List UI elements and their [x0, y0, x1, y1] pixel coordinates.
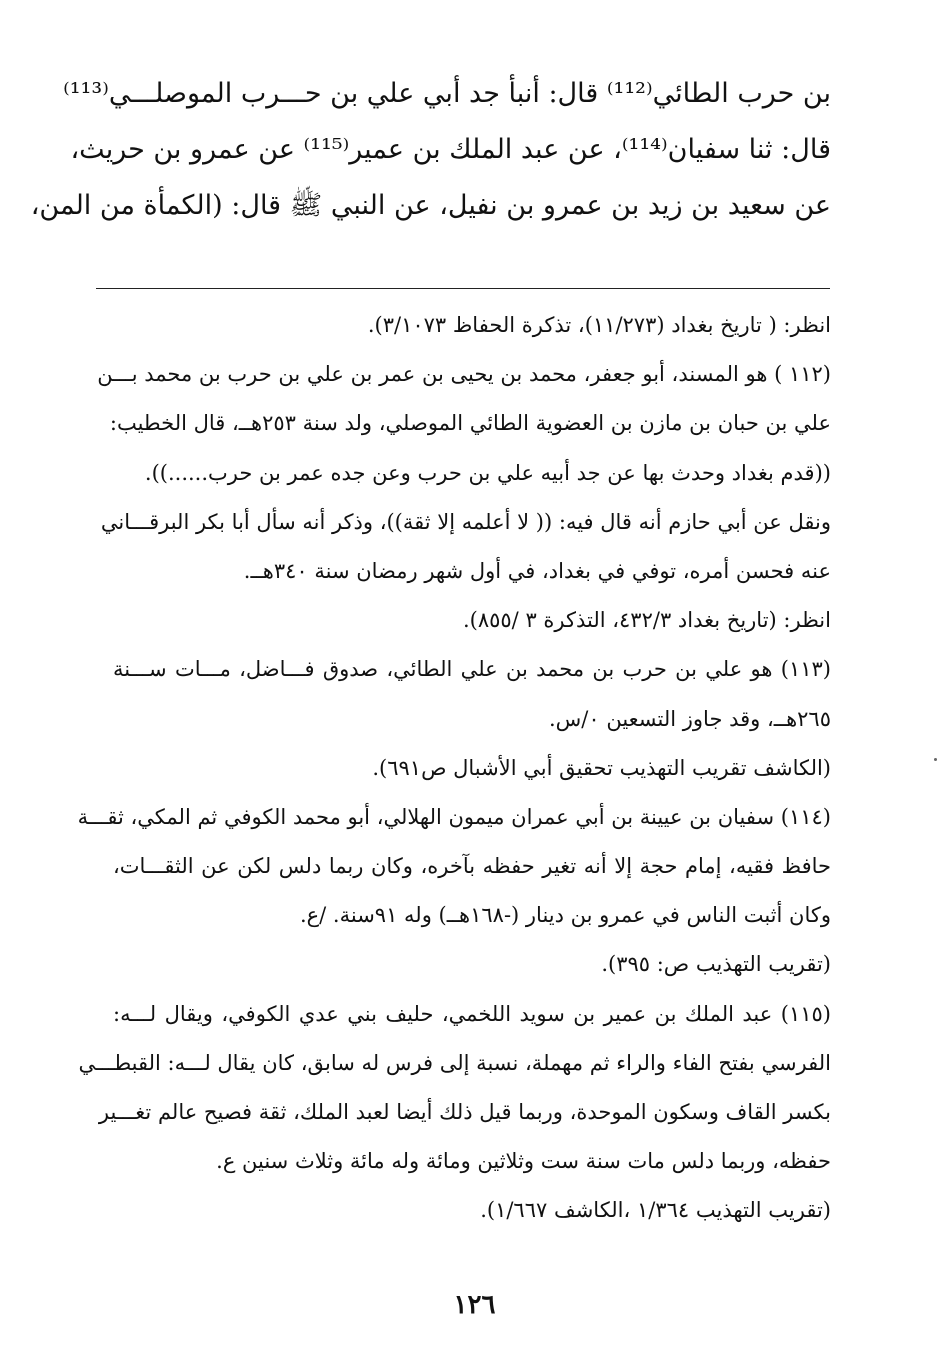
footnote-line: (١١٣) هو علي بن حرب بن محمد بن علي الطائي، صدوق فـــاضل، مـــات ســـنة [113, 657, 831, 682]
footnote-line: علي بن حبان بن مازن بن العضوية الطائي الموصلي، ولد سنة ٢٥٣هــ، قال الخطيب: [109, 411, 831, 436]
footnote-line: عنه فحسن أمره، توفي في بغداد، في أول شهر رمضان سنة ٣٤٠هــ. [243, 558, 831, 583]
footnote-line: انظر: ( تاريخ بغداد (١١/٢٧٣)، تذكرة الحفاظ ٣/١٠٧٣). [367, 313, 831, 337]
footnote-line: (١١٤) سفيان بن عيينة بن أبي عمران ميمون الهلالي، أبو محمد الكوفي ثم المكي، ثقـــة [77, 804, 831, 829]
footnote-line: ٢٦٥هــ، وقد جاوز التسعين ٠/س. [549, 706, 831, 731]
footnote-line: الفرسي بفتح الفاء والراء ثم مهملة، نسبة إلى فرس له سابق، كان يقال لـــه: القبطـــي [78, 1050, 831, 1075]
footnote-line: ونقل عن أبي حازم أنه قال فيه: (( لا أعلمه إلا ثقة))، وذكر أنه سأل أبا بكر البرقـــاني [100, 509, 831, 534]
footnote-line: حفظه، وربما دلس مات سنة ست وثلاثين ومائة وله مائة وثلاث سنين ع. [216, 1149, 831, 1174]
footnote-line: حافظ فقيه، إمام حجة إلا أنه تغير حفظه بآخره، وكان ربما دلس لكن عن الثقـــات، [113, 854, 831, 879]
footnote-line: (تقريب التهذيب ص: ٣٩٥). [601, 952, 831, 977]
page-number: ١٢٦ [453, 1290, 496, 1320]
footnotes-block [77, 301, 831, 1236]
main-text-line-2: قال: ثنا سفيان⁽¹¹⁴⁾، عن عبد الملك بن عمير⁽¹¹⁵⁾ عن عمرو بن حريث، [70, 134, 831, 165]
scan-speck [934, 758, 937, 761]
footnote-separator [96, 288, 830, 289]
footnote-line: (١١٢ ) هو المسند، أبو جعفر، محمد بن يحيى بن عمر بن علي بن حرب بن محمد بـــن [97, 362, 831, 387]
main-text-block [30, 66, 831, 234]
footnote-line: بكسر القاف وسكون الموحدة، وربما قيل ذلك أيضا لعبد الملك، ثقة فصيح عالم تغـــير [98, 1100, 831, 1124]
footnote-line: وكان أثبت الناس في عمرو بن دينار (-١٦٨هــ) وله ٩١سنة. /ع. [299, 903, 831, 928]
main-text-line-3: عن سعيد بن زيد بن عمرو بن نفيل، عن النبي ﷺ قال: (الكمأة من المن، [30, 190, 831, 221]
main-text-line-1: بن حرب الطائي⁽¹¹²⁾ قال: أنبأ جد أبي علي بن حـــرب الموصلـــي⁽¹¹³⁾ [63, 78, 831, 109]
footnote-line: (الكاشف تقريب التهذيب تحقيق أبي الأشبال ص٦٩١). [372, 755, 831, 780]
footnote-line: (١١٥) عبد الملك بن عمير بن سويد اللخمي، حليف بني عدي الكوفي، ويقال لـــه: [113, 1001, 831, 1026]
footnote-line: انظر: (تاريخ بغداد ٤٣٢/٣، التذكرة ٣ /٨٥٥). [462, 608, 831, 633]
footnote-line: ((قدم بغداد وحدث بها عن جد أبيه علي بن حرب وعن جده عمر بن حرب......)). [144, 460, 831, 485]
footnote-line: (تقريب التهذيب ١/٣٦٤ ،الكاشف ١/٦٦٧). [480, 1198, 831, 1223]
